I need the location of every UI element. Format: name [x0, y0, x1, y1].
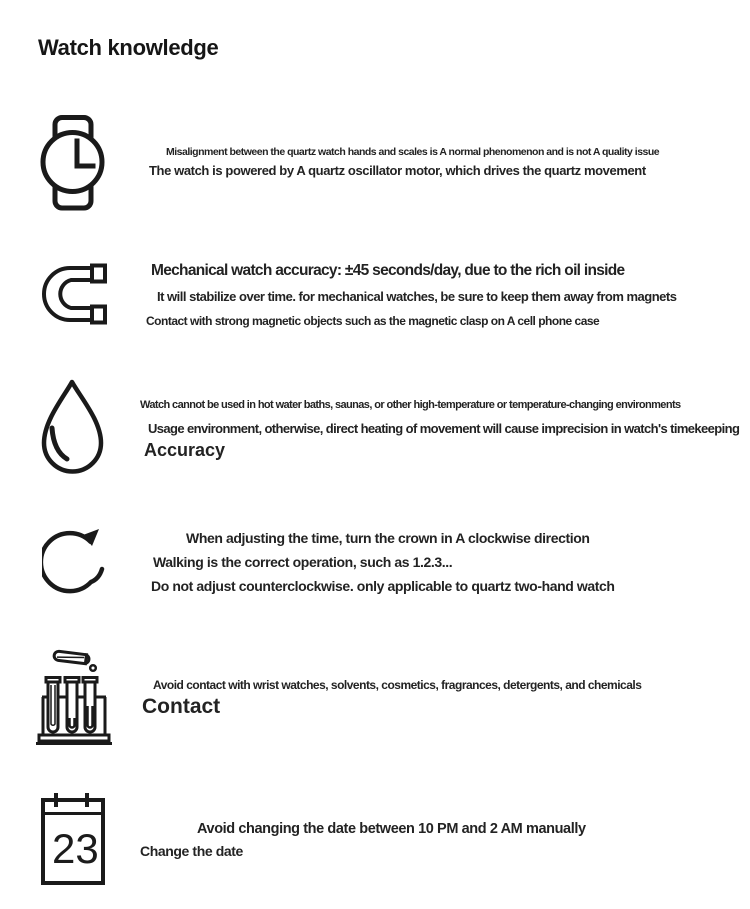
section-quartz-line-1: Misalignment between the quartz watch hands and scales is A normal phenomenon and is not A quality issue: [166, 146, 660, 158]
test-tubes-icon: [36, 646, 112, 746]
section-chemicals-line-2: Contact: [142, 695, 221, 718]
section-adjustment-line-1: When adjusting the time, turn the crown in A clockwise direction: [186, 530, 590, 546]
section-temperature-line-3: Accuracy: [144, 440, 226, 460]
clockwise-arrow-icon: [42, 518, 106, 608]
section-date-line-2: Change the date: [140, 843, 243, 859]
section-adjustment-line-3: Do not adjust counterclockwise. only applicable to quartz two-hand watch: [151, 578, 615, 594]
section-chemicals-line-1: Avoid contact with wrist watches, solvents, cosmetics, fragrances, detergents, and chemicals: [153, 678, 642, 692]
section-magnet-line-3: Contact with strong magnetic objects such as the magnetic clasp on A cell phone case: [146, 314, 600, 328]
section-magnet-line-2: It will stabilize over time. for mechanical watches, be sure to keep them away from magnets: [157, 289, 677, 304]
section-date-line-1: Avoid changing the date between 10 PM and 2 AM manually: [197, 821, 586, 837]
section-magnet-line-1: Mechanical watch accuracy: ±45 seconds/day, due to the rich oil inside: [151, 262, 625, 279]
water-drop-icon: [40, 377, 106, 479]
section-temperature-line-1: Watch cannot be used in hot water baths, saunas, or other high-temperature or temperature-changing environments: [140, 399, 681, 411]
page-title: Watch knowledge: [38, 35, 219, 60]
section-quartz-line-2: The watch is powered by A quartz oscillator motor, which drives the quartz movement: [149, 163, 646, 178]
section-adjustment-line-2: Walking is the correct operation, such as 1.2.3...: [153, 554, 453, 570]
calendar-date-number: 23: [52, 825, 99, 872]
wristwatch-icon: [40, 115, 106, 211]
section-temperature-line-2: Usage environment, otherwise, direct heating of movement will cause imprecision in watch's timekeeping: [148, 421, 740, 436]
magnet-icon: [40, 262, 108, 326]
